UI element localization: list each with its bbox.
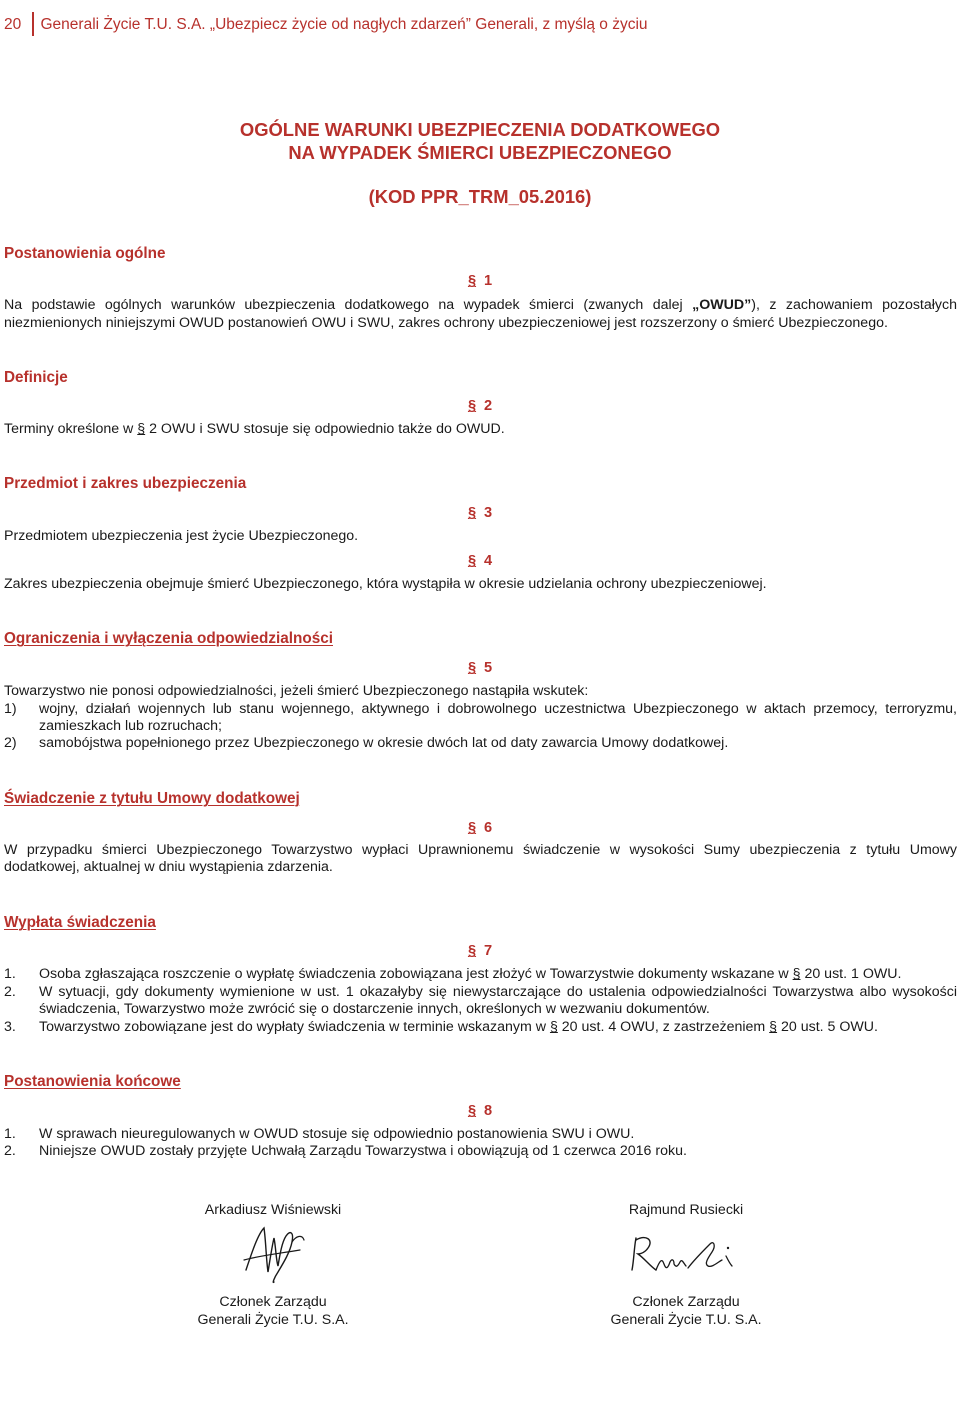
- list-item: [4, 1126, 957, 1143]
- section-heading-general: Postanowienia ogólne: [4, 245, 166, 262]
- section-heading-limitations: [4, 630, 333, 647]
- section-heading-text: Świadczenie z tytułu Umowy dodatkowej: [4, 790, 300, 807]
- list-text: Niniejsze OWUD zostały przyjęte Uchwałą Zarządu Towarzystwa i obowiązują od 1 czerwca 2016 roku.: [39, 1143, 687, 1159]
- list-item: [4, 1019, 957, 1036]
- page-number: 20: [4, 15, 22, 33]
- paragraph-label: § 2: [468, 398, 492, 415]
- paragraph-1-line-1: [4, 297, 957, 314]
- list-text: W sprawach nieuregulowanych w OWUD stosuje się odpowiednio postanowienia SWU i OWU.: [39, 1126, 635, 1142]
- signatory-name-1: Arkadiusz Wiśniewski: [204, 1202, 342, 1218]
- paragraph-1-line-2: niezmienionych niniejszymi OWUD postanowień OWU i SWU, zakres ochrony ubezpieczeniowej jest rozszerzony o śmierć Ubezpieczonego.: [4, 315, 888, 331]
- paragraph-6-text: W przypadku śmierci Ubezpieczonego Towarzystwo wypłaci Uprawnionemu świadczenie w wysokości Sumy ubezpieczenia z tytułu Umowy dodatkowej, aktualnej w dniu wystąpienia zdarzenia.: [4, 842, 957, 875]
- list-number: 1.: [4, 966, 16, 982]
- section-heading-text: Postanowienia końcowe: [4, 1073, 181, 1090]
- text-run: OWU i SWU stosuje się odpowiednio także do OWUD.: [156, 421, 505, 437]
- text-run: Osoba zgłaszająca roszczenie o wypłatę świadczenia zobowiązana jest złożyć w Towarzystwie dokumenty wskazane w: [39, 966, 793, 982]
- signatory-company-1: Generali Życie T.U. S.A.: [197, 1312, 349, 1328]
- ref-number: 2: [149, 421, 157, 437]
- signatory-role-1: Członek Zarządu: [219, 1294, 327, 1310]
- list-text: Towarzystwo zobowiązane jest do wypłaty świadczenia w terminie wskazanym w § 20 ust. 4 OWU, z zastrzeżeniem § 20 ust. 5 OWU.: [39, 1019, 878, 1035]
- list-number: 3.: [4, 1019, 16, 1035]
- paragraph-label: § 8: [468, 1103, 492, 1120]
- paragraph-label: § 1: [468, 273, 492, 290]
- list-text: samobójstwa popełnionego przez Ubezpieczonego w okresie dwóch lat od daty zawarcia Umowy dodatkowej.: [39, 735, 729, 751]
- list-text: wojny, działań wojennych lub stanu wojennego, aktywnego i dobrowolnego uczestnictwa Ubezpieczonego w aktach przemocy, terroryzmu, zamieszkach lub rozruchach;: [39, 701, 957, 734]
- ref-number: 20: [561, 1019, 578, 1035]
- list-text: W sytuacji, gdy dokumenty wymienione w ust. 1 okazałyby się niewystarczające do ustalenia odpowiedzialności Towarzystwa albo wysokości świadczenia, Towarzystwo może zwrócić się o dostarczenie innych, określonych w wezwaniu dokumentów.: [39, 984, 957, 1017]
- text-run: Na podstawie ogólnych warunków ubezpieczenia dodatkowego na wypadek śmierci (zwanych dalej: [4, 297, 693, 313]
- section-heading-definitions: Definicje: [4, 369, 68, 386]
- paragraph-2-text: [4, 421, 957, 438]
- list-item: [4, 984, 957, 1018]
- list-item: [4, 701, 957, 735]
- owud-term: „OWUD”: [692, 297, 752, 313]
- paragraph-number-5: [0, 660, 960, 677]
- text-run: ), z zachowaniem pozostałych: [751, 297, 957, 313]
- list-number: 2): [4, 735, 17, 751]
- paragraph-label: § 3: [468, 505, 492, 522]
- list-text: Osoba zgłaszająca roszczenie o wypłatę świadczenia zobowiązana jest złożyć w Towarzystwie dokumenty wskazane w § 20 ust. 1 OWU.: [39, 966, 902, 982]
- paragraph-number-2: [0, 398, 960, 415]
- list-item: [4, 735, 957, 752]
- paragraph-label: § 5: [468, 660, 492, 677]
- signature-2-image: [626, 1230, 746, 1280]
- text-run: ust. 5 OWU.: [796, 1019, 878, 1035]
- paragraph-label: § 7: [468, 943, 492, 960]
- paragraph-3-text: Przedmiotem ubezpieczenia jest życie Ubezpieczonego.: [4, 528, 359, 544]
- text-run: ust. 1 OWU.: [820, 966, 902, 982]
- paragraph-label: § 6: [468, 820, 492, 837]
- list-item: [4, 1143, 957, 1160]
- document-title-line1: OGÓLNE WARUNKI UBEZPIECZENIA DODATKOWEGO: [239, 119, 721, 140]
- text-run: Towarzystwo zobowiązane jest do wypłaty świadczenia w terminie wskazanym w: [39, 1019, 550, 1035]
- list-item: [4, 966, 957, 983]
- running-header: [4, 12, 648, 36]
- signature-1-image: [242, 1222, 314, 1286]
- paragraph-number-6: [0, 820, 960, 837]
- list-number: 2.: [4, 1143, 16, 1159]
- paragraph-number-1: [0, 273, 960, 290]
- paragraph-number-3: [0, 505, 960, 522]
- text-run: Terminy określone w: [4, 421, 138, 437]
- list-number: 1.: [4, 1126, 16, 1142]
- section-heading-payment: [4, 914, 156, 931]
- ref-number: 20: [804, 966, 821, 982]
- text-run: ust. 4 OWU, z zastrzeżeniem: [577, 1019, 770, 1035]
- signatory-name-2: Rajmund Rusiecki: [628, 1202, 744, 1218]
- document-code: (KOD PPR_TRM_05.2016): [368, 186, 592, 207]
- section-heading-final: [4, 1073, 181, 1090]
- ref-number: 20: [781, 1019, 797, 1035]
- section-heading-text: Wypłata świadczenia: [4, 914, 156, 931]
- section-heading-text: Ograniczenia i wyłączenia odpowiedzialności: [4, 630, 333, 647]
- signatory-company-2: Generali Życie T.U. S.A.: [610, 1312, 762, 1328]
- list-number: 1): [4, 701, 17, 717]
- paragraph-label: § 4: [468, 553, 492, 570]
- paragraph-number-8: [0, 1103, 960, 1120]
- section-heading-subject: Przedmiot i zakres ubezpieczenia: [4, 475, 247, 492]
- header-text: Generali Życie T.U. S.A. „Ubezpiecz życie od nagłych zdarzeń” Generali, z myślą o życiu: [40, 15, 648, 33]
- paragraph-number-7: [0, 943, 960, 960]
- section-heading-benefit: [4, 790, 300, 807]
- section-sign-ref: § 2: [137, 421, 157, 437]
- paragraph-number-4: [0, 553, 960, 570]
- list-number: 2.: [4, 984, 16, 1000]
- document-title-line2: NA WYPADEK ŚMIERCI UBEZPIECZONEGO: [288, 142, 672, 163]
- header-divider: [32, 12, 34, 36]
- signatory-role-2: Członek Zarządu: [632, 1294, 740, 1310]
- paragraph-4-text: Zakres ubezpieczenia obejmuje śmierć Ubezpieczonego, która wystąpiła w okresie udzielania ochrony ubezpieczeniowej.: [4, 576, 767, 592]
- paragraph-5-intro: Towarzystwo nie ponosi odpowiedzialności, jeżeli śmierć Ubezpieczonego nastąpiła wskutek:: [4, 683, 589, 699]
